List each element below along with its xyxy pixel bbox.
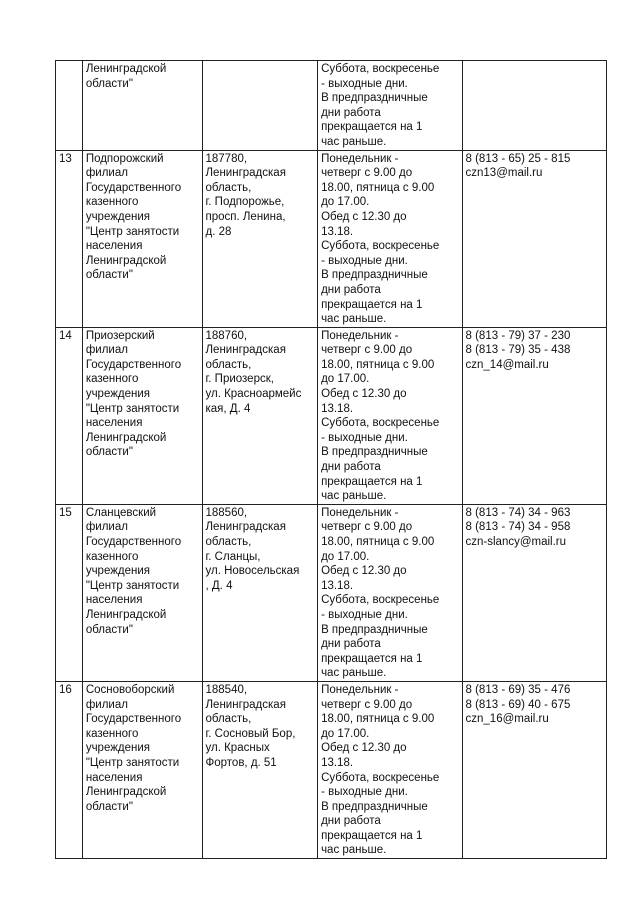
hours-line: Обед с 12.30 до	[321, 742, 407, 755]
hours-line: дни работа	[321, 461, 381, 474]
branch-name-line: филиал	[85, 167, 128, 180]
contact-line: 8 (813 - 79) 35 - 438	[465, 344, 571, 357]
hours-cell	[318, 61, 462, 151]
branch-name-line: казенного	[85, 196, 139, 209]
hours-line: Понедельник -	[321, 683, 399, 696]
hours-line: прекращается на 1	[321, 829, 423, 842]
address-line: ул. Красных	[205, 742, 270, 755]
branch-name-line: населения	[85, 771, 143, 784]
branch-name-line: учреждения	[85, 742, 151, 755]
contact-line: czn_14@mail.ru	[465, 358, 549, 371]
hours-line: Понедельник -	[321, 152, 399, 165]
hours-line: четверг с 9.00 до	[321, 521, 413, 534]
branch-name-line: "Центр занятости	[85, 402, 180, 415]
hours-line: 13.18.	[321, 579, 354, 592]
branch-name-line: Ленинградской	[85, 608, 167, 621]
branch-name-line: "Центр занятости	[85, 225, 180, 238]
address-cell	[202, 327, 318, 504]
hours-line: Суббота, воскресенье	[321, 594, 440, 607]
hours-line: 18.00, пятница с 9.00	[321, 536, 435, 548]
branch-name-cell	[82, 504, 202, 681]
branch-name-line: филиал	[85, 698, 128, 711]
table-row	[56, 504, 607, 681]
row-number: 16	[56, 681, 83, 858]
branch-name-line: учреждения	[85, 210, 151, 223]
hours-line: прекращается на 1	[321, 298, 423, 311]
hours-line: до 17.00.	[321, 550, 370, 563]
branch-name-line: Ленинградской	[85, 254, 167, 267]
hours-line: дни работа	[321, 815, 381, 828]
hours-line: Понедельник -	[321, 329, 399, 342]
address-line: область,	[205, 536, 252, 548]
address-cell	[202, 150, 318, 327]
branch-name-line: области"	[85, 623, 133, 636]
address-line: Ленинградская	[205, 344, 286, 357]
branch-name-line: филиал	[85, 344, 128, 357]
hours-line: В предпраздничные	[321, 623, 428, 636]
branch-name-line: области"	[85, 446, 133, 459]
hours-line: Обед с 12.30 до	[321, 565, 407, 578]
branch-name-line: населения	[85, 417, 143, 430]
branch-name-line: Приозерский	[85, 329, 155, 342]
address-line: г. Подпорожье,	[205, 196, 285, 209]
branch-name-line: области"	[85, 800, 133, 813]
contacts-cell	[462, 504, 606, 681]
hours-line: Обед с 12.30 до	[321, 388, 407, 401]
hours-line: час раньше.	[321, 490, 387, 503]
hours-line: Суббота, воскресенье	[321, 771, 440, 784]
address-line: область,	[205, 358, 252, 371]
hours-line: час раньше.	[321, 313, 387, 326]
address-line: область,	[205, 713, 252, 726]
hours-line: В предпраздничные	[321, 92, 428, 105]
branch-name-line: казенного	[85, 373, 139, 386]
branch-name-line: Государственного	[85, 713, 182, 726]
address-line: ул. Новосельская	[205, 565, 300, 578]
hours-line: дни работа	[321, 106, 381, 119]
branch-name-line: Сланцевский	[85, 506, 157, 519]
address-line: 188540,	[205, 683, 248, 696]
branch-name-line: казенного	[85, 727, 139, 740]
branch-name-cell	[82, 681, 202, 858]
table-body	[56, 61, 607, 859]
address-line: область,	[205, 181, 252, 194]
hours-line: Суббота, воскресенье	[321, 417, 440, 430]
hours-line: 13.18.	[321, 402, 354, 415]
hours-line: 18.00, пятница с 9.00	[321, 181, 435, 194]
table-row	[56, 327, 607, 504]
hours-line: - выходные дни.	[321, 254, 408, 267]
contact-line: 8 (813 - 69) 40 - 675	[465, 698, 571, 711]
hours-line: Суббота, воскресенье	[321, 63, 440, 75]
branch-name-line: Подпорожский	[85, 152, 164, 165]
address-line: 187780,	[205, 152, 248, 165]
contact-line: czn-slancy@mail.ru	[465, 536, 567, 548]
table-row	[56, 61, 607, 151]
hours-line: час раньше.	[321, 135, 387, 148]
branch-name-line: Сосновоборский	[85, 683, 175, 696]
contact-line: czn13@mail.ru	[465, 167, 543, 180]
contact-line: czn_16@mail.ru	[465, 713, 549, 726]
contact-line: 8 (813 - 74) 34 - 963	[465, 506, 571, 519]
hours-line: прекращается на 1	[321, 475, 423, 488]
branch-name-line: населения	[85, 594, 143, 607]
contacts-cell	[462, 150, 606, 327]
contact-line: 8 (813 - 74) 34 - 958	[465, 521, 571, 534]
table-row	[56, 150, 607, 327]
address-line: Фортов, д. 51	[205, 756, 277, 769]
hours-line: Суббота, воскресенье	[321, 240, 440, 253]
hours-line: до 17.00.	[321, 196, 370, 209]
branch-name-line: Ленинградской	[85, 63, 167, 75]
contact-line: 8 (813 - 69) 35 - 476	[465, 683, 571, 696]
hours-line: 13.18.	[321, 756, 354, 769]
row-number	[56, 61, 83, 151]
row-number: 14	[56, 327, 83, 504]
row-number: 13	[56, 150, 83, 327]
branch-name-line: учреждения	[85, 565, 151, 578]
hours-line: - выходные дни.	[321, 77, 408, 90]
address-line: г. Сосновый Бор,	[205, 727, 296, 740]
address-line: г. Приозерск,	[205, 373, 274, 386]
hours-line: 18.00, пятница с 9.00	[321, 713, 435, 726]
hours-line: В предпраздничные	[321, 800, 428, 813]
contact-line: 8 (813 - 65) 25 - 815	[465, 152, 571, 165]
hours-line: час раньше.	[321, 667, 387, 680]
branch-name-cell	[82, 150, 202, 327]
hours-line: - выходные дни.	[321, 608, 408, 621]
branch-name-cell	[82, 61, 202, 151]
hours-cell	[318, 504, 462, 681]
hours-line: Понедельник -	[321, 506, 399, 519]
hours-line: час раньше.	[321, 844, 387, 857]
contacts-cell	[462, 327, 606, 504]
employment-centers-table	[55, 60, 607, 859]
hours-line: 18.00, пятница с 9.00	[321, 358, 435, 371]
address-cell	[202, 504, 318, 681]
branch-name-line: Государственного	[85, 536, 182, 548]
branch-name-line: казенного	[85, 550, 139, 563]
address-line: 188560,	[205, 506, 248, 519]
hours-line: до 17.00.	[321, 727, 370, 740]
hours-cell	[318, 327, 462, 504]
contacts-cell	[462, 61, 606, 151]
branch-name-line: области"	[85, 269, 133, 282]
address-line: 188760,	[205, 329, 248, 342]
branch-name-cell	[82, 327, 202, 504]
hours-line: дни работа	[321, 638, 381, 651]
address-line: кая, Д. 4	[205, 402, 251, 415]
branch-name-line: области"	[85, 77, 133, 90]
address-line: г. Сланцы,	[205, 550, 261, 563]
address-line: Ленинградская	[205, 521, 286, 534]
hours-line: прекращается на 1	[321, 652, 423, 665]
hours-line: дни работа	[321, 283, 381, 296]
table-row	[56, 681, 607, 858]
contacts-cell	[462, 681, 606, 858]
branch-name-line: Государственного	[85, 181, 182, 194]
branch-name-line: Ленинградской	[85, 786, 167, 799]
hours-cell	[318, 150, 462, 327]
address-cell	[202, 681, 318, 858]
address-line: , Д. 4	[205, 579, 233, 592]
hours-line: - выходные дни.	[321, 431, 408, 444]
hours-cell	[318, 681, 462, 858]
contact-line: 8 (813 - 79) 37 - 230	[465, 329, 571, 342]
address-line: ул. Красноармейс	[205, 388, 302, 401]
hours-line: В предпраздничные	[321, 446, 428, 459]
hours-line: 13.18.	[321, 225, 354, 238]
address-cell	[202, 61, 318, 151]
hours-line: четверг с 9.00 до	[321, 698, 413, 711]
address-line: Ленинградская	[205, 167, 286, 180]
address-line: Ленинградская	[205, 698, 286, 711]
branch-name-line: учреждения	[85, 388, 151, 401]
hours-line: В предпраздничные	[321, 269, 428, 282]
row-number: 15	[56, 504, 83, 681]
address-line: просп. Ленина,	[205, 210, 286, 223]
branch-name-line: "Центр занятости	[85, 756, 180, 769]
branch-name-line: "Центр занятости	[85, 579, 180, 592]
hours-line: прекращается на 1	[321, 121, 423, 134]
branch-name-line: филиал	[85, 521, 128, 534]
hours-line: четверг с 9.00 до	[321, 344, 413, 357]
hours-line: Обед с 12.30 до	[321, 210, 407, 223]
hours-line: - выходные дни.	[321, 786, 408, 799]
branch-name-line: населения	[85, 240, 143, 253]
hours-line: до 17.00.	[321, 373, 370, 386]
branch-name-line: Государственного	[85, 358, 182, 371]
hours-line: четверг с 9.00 до	[321, 167, 413, 180]
branch-name-line: Ленинградской	[85, 431, 167, 444]
address-line: д. 28	[205, 225, 232, 238]
